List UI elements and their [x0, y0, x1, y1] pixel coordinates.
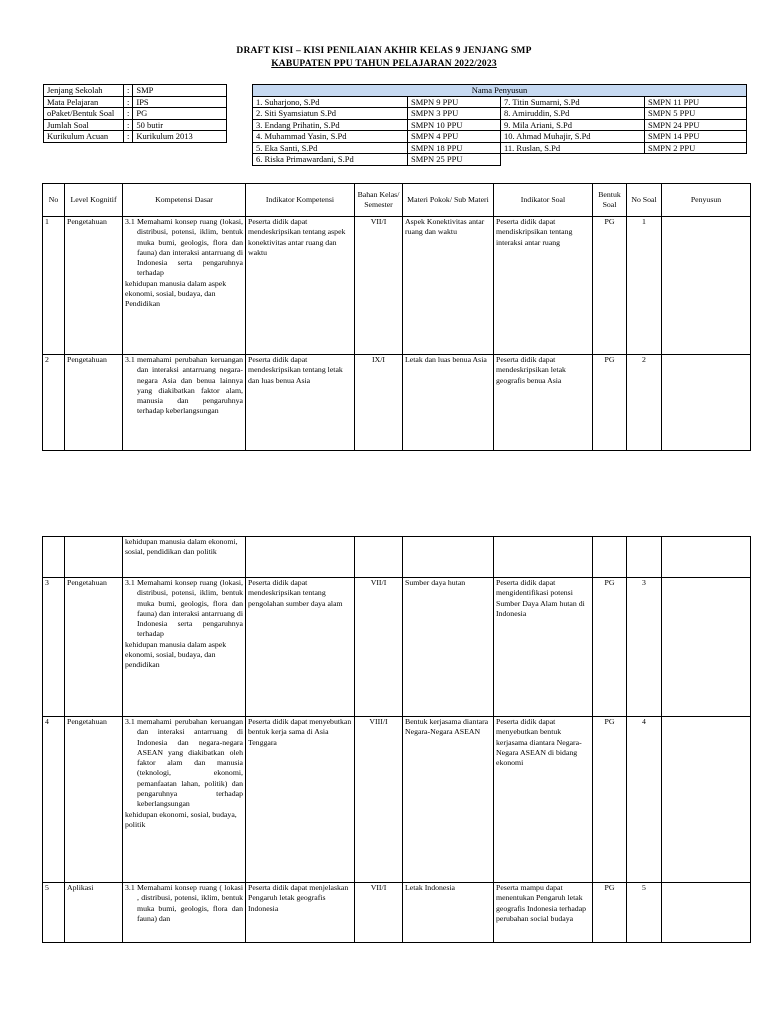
kd-text: memahami perubahan keruangan dan interaksi antarruang negara-negara Asia dan benua lainnya yang diakibatkan faktor alam, manusia dan pengaruhnya terhadap keberlangsungan [137, 355, 243, 416]
penyusun-row [253, 119, 747, 131]
row-bentuk: PG [593, 217, 627, 355]
info-label: Jumlah Soal [44, 119, 124, 131]
row-penyusun [662, 883, 751, 943]
row-nosoal: 1 [627, 217, 662, 355]
info-sep: : [124, 85, 133, 97]
row-bahan: VIII/I [355, 717, 403, 883]
kd-number: 3.1 [125, 717, 135, 726]
kd-number: 3.1 [125, 355, 135, 364]
penyusun-name: 6. Riska Primawardani, S.Pd [253, 154, 408, 166]
kd-tail: kehidupan manusia dalam aspek ekonomi, sosial, budaya, dan Pendidikan [125, 278, 227, 309]
row-bentuk: PG [593, 578, 627, 717]
row-materi: Bentuk kerjasama diantara Negara-Negara ASEAN [403, 717, 494, 883]
penyusun-name: 9. Mila Ariani, S.Pd [501, 119, 645, 131]
col-header-bentuk: Bentuk Soal [593, 184, 627, 217]
info-value: 50 butir [133, 119, 227, 131]
col-header-no: No [43, 184, 65, 217]
penyusun-row [253, 154, 747, 166]
penyusun-school: SMPN 25 PPU [408, 154, 501, 166]
kd-tail: kehidupan manusia dalam ekonomi, sosial, pendidikan dan politik [125, 537, 238, 557]
penyusun-name: 1. Suharjono, S.Pd [253, 96, 408, 108]
row-kd [123, 578, 246, 717]
penyusun-school: SMPN 5 PPU [645, 108, 747, 120]
row-bahan: VII/I [355, 883, 403, 943]
row-no: 5 [43, 883, 65, 943]
row-materi: Letak Indonesia [403, 883, 494, 943]
penyusun-row [253, 142, 747, 154]
row-is: Peserta didik dapat mendiskripsikan tentang interaksi antar ruang [494, 217, 593, 355]
row-level: Pengetahuan [65, 217, 123, 355]
info-label: Kurikulum Acuan [44, 131, 124, 143]
info-sep: : [124, 108, 133, 120]
row-nosoal: 2 [627, 355, 662, 451]
table-row [43, 883, 751, 943]
penyusun-school: SMPN 4 PPU [408, 131, 501, 143]
info-sep: : [124, 96, 133, 108]
row-no: 2 [43, 355, 65, 451]
page-title: DRAFT KISI – KISI PENILAIAN AKHIR KELAS 9 JENJANG SMP [236, 46, 532, 56]
kd-tail: kehidupan manusia dalam aspek ekonomi, sosial, budaya, dan pendidikan [125, 639, 227, 670]
info-row [44, 131, 227, 143]
penyusun-name: 10. Ahmad Muhajir, S.Pd [501, 131, 645, 143]
info-label: oPaket/Bentuk Soal [44, 108, 124, 120]
info-row [44, 108, 227, 120]
row-nosoal: 3 [627, 578, 662, 717]
row-bahan: IX/I [355, 355, 403, 451]
row-materi: Letak dan luas benua Asia [403, 355, 494, 451]
row-no: 1 [43, 217, 65, 355]
info-label: Mata Pelajaran [44, 96, 124, 108]
penyusun-school: SMPN 2 PPU [645, 142, 747, 154]
kd-tail: kehidupan ekonomi, sosial, budaya, politik [125, 809, 237, 829]
penyusun-school: SMPN 9 PPU [408, 96, 501, 108]
row-kd [123, 717, 246, 883]
table-row [43, 355, 751, 451]
penyusun-name: 5. Eka Santi, S.Pd [253, 142, 408, 154]
penyusun-school: SMPN 11 PPU [645, 96, 747, 108]
col-header-is: Indikator Soal [494, 184, 593, 217]
info-value: IPS [133, 96, 227, 108]
table-row [43, 717, 751, 883]
table-row-continuation [43, 537, 751, 578]
penyusun-name: 7. Titin Sumarni, S.Pd [501, 96, 645, 108]
kd-text: Memahami konsep ruang (lokasi, distribusi, potensi, iklim, bentuk muka bumi, geologis, flora dan fauna) dan interaksi antarruang di Indonesia serta pengaruhnya terhadap [137, 217, 243, 278]
penyusun-table [252, 84, 747, 166]
row-ik: Peserta didik dapat menjelaskan Pengaruh letak geografis Indonesia [246, 883, 355, 943]
kd-number: 3.1 [125, 217, 135, 226]
page-subtitle: KABUPATEN PPU TAHUN PELAJARAN 2022/2023 [271, 59, 497, 69]
row-is: Peserta didik dapat mengidentifikasi potensi Sumber Daya Alam hutan di Indonesia [494, 578, 593, 717]
row-kd [123, 537, 246, 578]
info-table [43, 84, 227, 143]
penyusun-row [253, 96, 747, 108]
row-materi: Sumber daya hutan [403, 578, 494, 717]
row-level: Aplikasi [65, 883, 123, 943]
info-row [44, 119, 227, 131]
row-bentuk: PG [593, 883, 627, 943]
penyusun-school: SMPN 10 PPU [408, 119, 501, 131]
col-header-level: Level Kognitif [65, 184, 123, 217]
penyusun-name: 4. Muhammad Yasin, S.Pd [253, 131, 408, 143]
col-header-materi: Materi Pokok/ Sub Materi [403, 184, 494, 217]
info-value: Kurikulum 2013 [133, 131, 227, 143]
row-kd [123, 883, 246, 943]
kd-text: memahami perubahan keruangan dan interaksi antarruang di Indonesia dan negara-negara ASEAN yang diakibatkan oleh faktor alam dan manusia (teknologi, ekonomi, pemanfaatan lahan, politik) dan pengaruhnya terhadap keberlangsungan [137, 717, 243, 809]
row-penyusun [662, 355, 751, 451]
row-level: Pengetahuan [65, 578, 123, 717]
row-bentuk: PG [593, 717, 627, 883]
row-no: 3 [43, 578, 65, 717]
col-header-ik: Indikator Kompetensi [246, 184, 355, 217]
col-header-penyusun: Penyusun [662, 184, 751, 217]
kd-number: 3.1 [125, 883, 135, 892]
penyusun-row [253, 131, 747, 143]
penyusun-name: 11. Ruslan, S.Pd [501, 142, 645, 154]
info-value: PG [133, 108, 227, 120]
penyusun-row [253, 108, 747, 120]
col-header-kd: Kompetensi Dasar [123, 184, 246, 217]
row-ik: Peserta didik dapat mendeskripsikan tentang letak dan luas benua Asia [246, 355, 355, 451]
penyusun-school: SMPN 14 PPU [645, 131, 747, 143]
info-sep: : [124, 119, 133, 131]
row-is: Peserta mampu dapat menentukan Pengaruh letak geografis Indonesia terhadap perubahan social budaya [494, 883, 593, 943]
row-level: Pengetahuan [65, 717, 123, 883]
row-ik: Peserta didik dapat mendeskripsikan tentang pengolahan sumber daya alam [246, 578, 355, 717]
info-label: Jenjang Sekolah [44, 85, 124, 97]
info-row [44, 85, 227, 97]
table-row [43, 217, 751, 355]
info-value: SMP [133, 85, 227, 97]
row-kd [123, 355, 246, 451]
row-is: Peserta didik dapat mendeskripsikan letak geografis benua Asia [494, 355, 593, 451]
penyusun-name: 8. Amiruddin, S.Pd [501, 108, 645, 120]
kd-text: Memahami konsep ruang (lokasi, distribusi, potensi, iklim, bentuk muka bumi, geologis, flora dan fauna) dan interaksi antarruang di Indonesia serta pengaruhnya terhadap [137, 578, 243, 639]
info-sep: : [124, 131, 133, 143]
penyusun-name: 2. Siti Syamsiatun S.Pd [253, 108, 408, 120]
kisi-table-1 [42, 183, 751, 451]
kd-number: 3.1 [125, 578, 135, 587]
col-header-bahan: Bahan Kelas/ Semester [355, 184, 403, 217]
row-penyusun [662, 217, 751, 355]
row-nosoal: 5 [627, 883, 662, 943]
penyusun-school: SMPN 24 PPU [645, 119, 747, 131]
penyusun-name: 3. Endang Prihatin, S.Pd [253, 119, 408, 131]
penyusun-header: Nama Penyusun [253, 85, 747, 97]
row-materi: Aspek Konektivitas antar ruang dan waktu [403, 217, 494, 355]
kisi-table-2 [42, 536, 751, 943]
row-is: Peserta didik dapat menyebutkan bentuk kerjasama diantara Negara-Negara ASEAN di bidang ekonomi [494, 717, 593, 883]
row-bahan: VII/I [355, 217, 403, 355]
penyusun-school: SMPN 18 PPU [408, 142, 501, 154]
row-bahan: VII/I [355, 578, 403, 717]
row-no: 4 [43, 717, 65, 883]
row-level: Pengetahuan [65, 355, 123, 451]
row-nosoal: 4 [627, 717, 662, 883]
col-header-nosoal: No Soal [627, 184, 662, 217]
row-kd [123, 217, 246, 355]
table-header-row [43, 184, 751, 217]
row-penyusun [662, 717, 751, 883]
info-row [44, 96, 227, 108]
row-ik: Peserta didik dapat mendeskripsikan tentang aspek konektivitas antar ruang dan waktu [246, 217, 355, 355]
row-ik: Peserta didik dapat menyebutkan bentuk kerja sama di Asia Tenggara [246, 717, 355, 883]
row-penyusun [662, 578, 751, 717]
kd-text: Memahami konsep ruang ( lokasi , distribusi, potensi, iklim, bentuk muka bumi, geologis, flora dan fauna) dan [137, 883, 243, 923]
penyusun-school: SMPN 3 PPU [408, 108, 501, 120]
row-bentuk: PG [593, 355, 627, 451]
table-row [43, 578, 751, 717]
